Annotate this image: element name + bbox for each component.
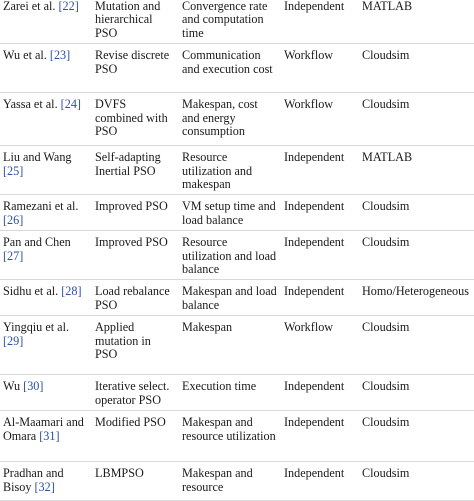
- task-type-cell: Independent: [280, 462, 358, 501]
- author-name: Yingqiu et al.: [3, 320, 70, 335]
- author-name: Pan and Chen: [3, 235, 71, 250]
- metrics-cell: Makespan and resource: [178, 462, 280, 501]
- technique-cell: Self-adapting Inertial PSO: [91, 146, 178, 195]
- technique-cell: Revise discrete PSO: [91, 44, 178, 93]
- author-cell: [0, 375, 91, 411]
- author-cell: [0, 0, 91, 44]
- tool-cell: Cloudsim: [358, 231, 474, 280]
- author-cell: [0, 93, 91, 146]
- metrics-cell: Convergence rate and computation time: [178, 0, 280, 44]
- author-cell: [0, 316, 91, 375]
- technique-cell: DVFS combined with PSO: [91, 93, 178, 146]
- task-type-cell: Workflow: [280, 316, 358, 375]
- task-type-cell: Independent: [280, 411, 358, 462]
- citation-link[interactable]: [30]: [23, 379, 44, 394]
- table-row: [0, 44, 474, 93]
- tool-cell: Cloudsim: [358, 93, 474, 146]
- task-type-cell: Workflow: [280, 44, 358, 93]
- metrics-cell: Makespan and resource utilization: [178, 411, 280, 462]
- citation-link[interactable]: [24]: [60, 97, 81, 112]
- table-row: [0, 316, 474, 375]
- tool-cell: Cloudsim: [358, 316, 474, 375]
- author-cell: [0, 195, 91, 231]
- task-type-cell: Independent: [280, 280, 358, 316]
- tool-cell: Cloudsim: [358, 195, 474, 231]
- table-row: [0, 0, 474, 44]
- task-type-cell: Independent: [280, 146, 358, 195]
- citation-link[interactable]: [29]: [3, 333, 24, 348]
- technique-cell: Improved PSO: [91, 195, 178, 231]
- table-row: [0, 231, 474, 280]
- metrics-cell: Makespan and load balance: [178, 280, 280, 316]
- technique-cell: Mutation and hierarchical PSO: [91, 0, 178, 44]
- tool-cell: Homo/Heterogeneous: [358, 280, 474, 316]
- metrics-cell: Execution time: [178, 375, 280, 411]
- table-row: [0, 93, 474, 146]
- author-name: Wu et al.: [3, 48, 47, 63]
- author-cell: [0, 411, 91, 462]
- metrics-cell: Resource utilization and makespan: [178, 146, 280, 195]
- author-cell: [0, 44, 91, 93]
- author-cell: [0, 462, 91, 501]
- citation-link[interactable]: [32]: [34, 479, 55, 494]
- task-type-cell: Independent: [280, 375, 358, 411]
- citation-link[interactable]: [31]: [39, 428, 60, 443]
- technique-cell: Improved PSO: [91, 231, 178, 280]
- citation-link[interactable]: [27]: [3, 248, 24, 263]
- author-cell: [0, 280, 91, 316]
- author-name: Yassa et al.: [3, 97, 58, 112]
- task-type-cell: Workflow: [280, 93, 358, 146]
- author-name: Ramezani et al.: [3, 199, 79, 214]
- technique-cell: Applied mutation in PSO: [91, 316, 178, 375]
- author-name: Liu and Wang: [3, 150, 72, 165]
- technique-cell: Load rebalance PSO: [91, 280, 178, 316]
- tool-cell: Cloudsim: [358, 411, 474, 462]
- tool-cell: Cloudsim: [358, 462, 474, 501]
- tool-cell: Cloudsim: [358, 44, 474, 93]
- metrics-cell: Makespan, cost and energy consumption: [178, 93, 280, 146]
- author-name: Sidhu et al.: [3, 284, 59, 299]
- author-name: Wu: [3, 379, 21, 394]
- citation-link[interactable]: [28]: [61, 284, 82, 299]
- metrics-cell: Communication and execution cost: [178, 44, 280, 93]
- author-name: Al-Maamari and Omara: [3, 415, 84, 443]
- table-row: [0, 195, 474, 231]
- tool-cell: Cloudsim: [358, 375, 474, 411]
- task-type-cell: Independent: [280, 0, 358, 44]
- citation-link[interactable]: [25]: [3, 163, 24, 178]
- table-row: [0, 146, 474, 195]
- task-type-cell: Independent: [280, 195, 358, 231]
- table-row: [0, 280, 474, 316]
- technique-cell: LBMPSO: [91, 462, 178, 501]
- metrics-cell: VM setup time and load balance: [178, 195, 280, 231]
- technique-cell: Modified PSO: [91, 411, 178, 462]
- technique-cell: Iterative select. operator PSO: [91, 375, 178, 411]
- tool-cell: MATLAB: [358, 0, 474, 44]
- citation-link[interactable]: [23]: [49, 48, 71, 63]
- author-cell: [0, 231, 91, 280]
- citation-link[interactable]: [22]: [58, 0, 79, 13]
- tool-cell: MATLAB: [358, 146, 474, 195]
- citation-link[interactable]: [26]: [3, 212, 24, 227]
- table-row: [0, 375, 474, 411]
- metrics-cell: Makespan: [178, 316, 280, 375]
- task-type-cell: Independent: [280, 231, 358, 280]
- author-cell: [0, 146, 91, 195]
- author-name: Pradhan and Bisoy: [3, 466, 64, 494]
- table-row: [0, 462, 474, 501]
- table-row: [0, 411, 474, 462]
- author-name: Zarei et al.: [3, 0, 56, 13]
- metrics-cell: Resource utilization and load balance: [178, 231, 280, 280]
